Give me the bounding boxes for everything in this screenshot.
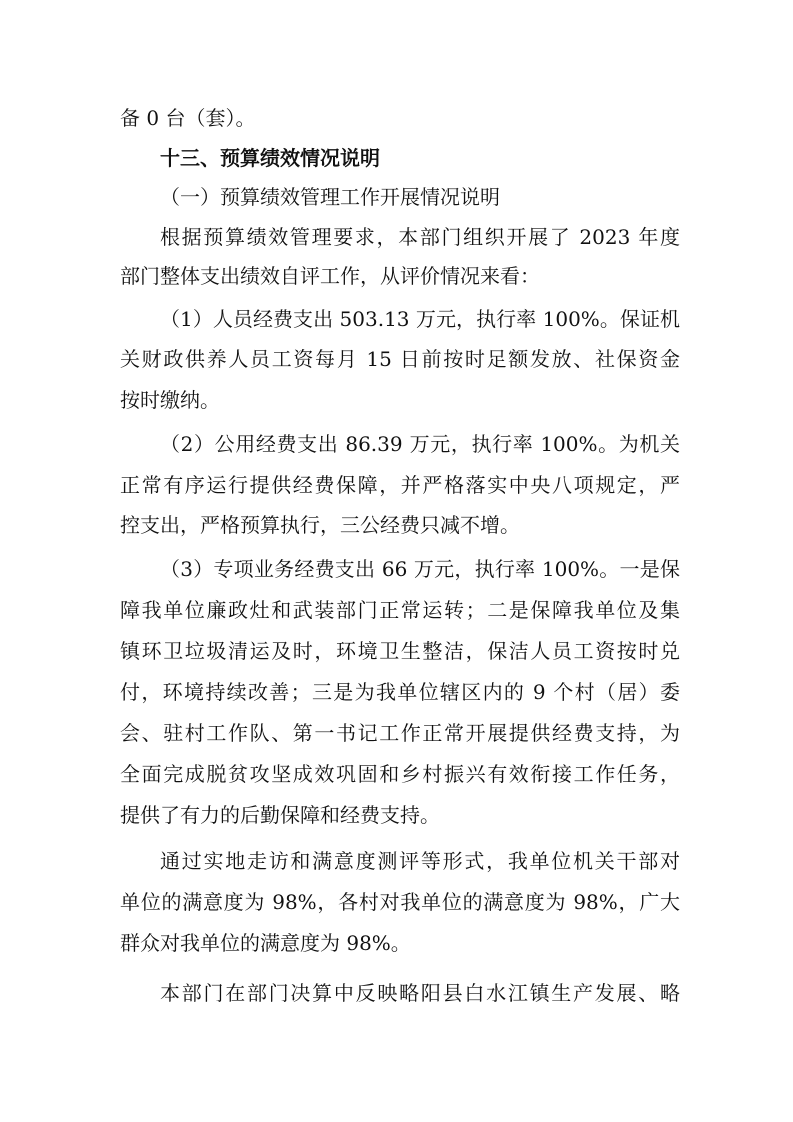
- paragraph-line: （1）人员经费支出 503.13 万元，执行率 100%。保证机: [160, 307, 680, 331]
- paragraph-line: 全面完成脱贫攻坚成效巩固和乡村振兴有效衔接工作任务，: [120, 762, 680, 786]
- paragraph-line: 根据预算绩效管理要求，本部门组织开展了 2023 年度: [160, 225, 680, 249]
- paragraph-line: 本部门在部门决算中反映略阳县白水江镇生产发展、略: [160, 981, 680, 1005]
- paragraph-line: 关财政供养人员工资每月 15 日前按时足额发放、社保资金: [120, 347, 680, 371]
- section-heading: 十三、预算绩效情况说明: [160, 146, 380, 170]
- paragraph-line: 会、驻村工作队、第一书记工作正常开展提供经费支持，为: [120, 721, 680, 745]
- paragraph-line: 部门整体支出绩效自评工作，从评价情况来看：: [120, 264, 540, 288]
- paragraph-line: 镇环卫垃圾清运及时，环境卫生整洁，保洁人员工资按时兑: [120, 639, 680, 663]
- paragraph-line: 正常有序运行提供经费保障，并严格落实中央八项规定，严: [120, 473, 680, 497]
- paragraph-line: （2）公用经费支出 86.39 万元，执行率 100%。为机关: [160, 432, 680, 456]
- paragraph-line: 障我单位廉政灶和武装部门正常运转；二是保障我单位及集: [120, 598, 680, 622]
- text-line: 备 0 台（套）。: [120, 106, 256, 130]
- paragraph-line: 通过实地走访和满意度测评等形式，我单位机关干部对: [160, 849, 680, 873]
- subsection-heading: （一）预算绩效管理工作开展情况说明: [160, 185, 500, 209]
- paragraph-line: （3）专项业务经费支出 66 万元，执行率 100%。一是保: [160, 557, 680, 581]
- paragraph-line: 单位的满意度为 98%，各村对我单位的满意度为 98%，广大: [120, 890, 680, 914]
- paragraph-line: 付，环境持续改善；三是为我单位辖区内的 9 个村（居）委: [120, 680, 680, 704]
- paragraph-line: 提供了有力的后勤保障和经费支持。: [120, 803, 440, 827]
- paragraph-line: 控支出，严格预算执行，三公经费只减不增。: [120, 513, 520, 537]
- paragraph-line: 按时缴纳。: [120, 388, 220, 412]
- paragraph-line: 群众对我单位的满意度为 98%。: [120, 931, 411, 955]
